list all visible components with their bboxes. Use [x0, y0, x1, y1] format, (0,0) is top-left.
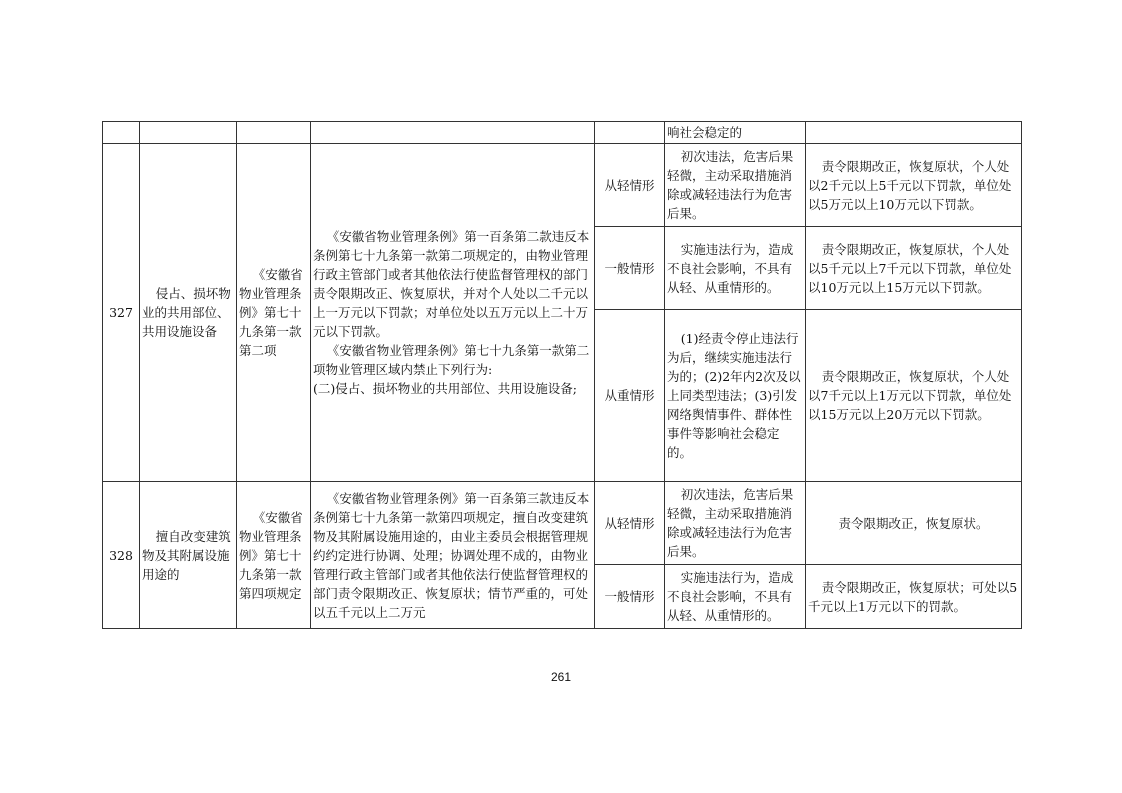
legal-basis: 《安徽省物业管理条例》第七十九条第一款第四项规定 — [237, 482, 311, 629]
cell-empty — [806, 122, 1022, 144]
penalty-standard: 责令限期改正，恢复原状，个人处以2千元以上5千元以下罚款，单位处以5万元以上10万元以下罚款。 — [806, 144, 1022, 227]
violation-behavior: 侵占、损坏物业的共用部位、共用设施设备 — [140, 144, 237, 482]
discretion-degree: 一般情形 — [595, 227, 665, 310]
penalty-standard: 责令限期改正，恢复原状；可处以5千元以上1万元以下的罚款。 — [806, 565, 1022, 629]
discretion-degree: 从重情形 — [595, 310, 665, 482]
provision-paragraph: (二)侵占、损坏物业的共用部位、共用设施设备; — [313, 381, 577, 396]
discretion-manifestation: 初次违法，危害后果轻微，主动采取措施消除或减轻违法行为危害后果。 — [665, 144, 806, 227]
cell-empty — [237, 122, 311, 144]
discretion-degree: 从轻情形 — [595, 144, 665, 227]
continued-manifestation: 响社会稳定的 — [665, 122, 806, 144]
penalty-standard: 责令限期改正，恢复原状。 — [806, 482, 1022, 565]
page-number: 261 — [550, 670, 572, 684]
continued-row — [103, 122, 1022, 144]
provision-paragraph: 《安徽省物业管理条例》第七十九条第一款第二项物业管理区域内禁止下列行为: — [313, 343, 590, 377]
cell-empty — [140, 122, 237, 144]
discretion-manifestation: 实施违法行为，造成不良社会影响，不具有从轻、从重情形的。 — [665, 227, 806, 310]
cell-empty — [595, 122, 665, 144]
penalty-table — [102, 121, 1022, 629]
penalty-provisions — [311, 144, 595, 482]
penalty-standard: 责令限期改正，恢复原状，个人处以7千元以上1万元以下罚款，单位处以15万元以上20万元以下罚款。 — [806, 310, 1022, 482]
cell-empty — [311, 122, 595, 144]
item-number: 327 — [103, 144, 140, 482]
violation-behavior: 擅自改变建筑物及其附属设施用途的 — [140, 482, 237, 629]
cell-empty — [103, 122, 140, 144]
item-number: 328 — [103, 482, 140, 629]
penalty-standard: 责令限期改正，恢复原状，个人处以5千元以上7千元以下罚款，单位处以10万元以上15万元以下罚款。 — [806, 227, 1022, 310]
table-row — [103, 144, 1022, 227]
discretion-manifestation: 实施违法行为，造成不良社会影响，不具有从轻、从重情形的。 — [665, 565, 806, 629]
provision-paragraph: 《安徽省物业管理条例》第一百条第二款违反本条例第七十九条第一款第二项规定的，由物业管理行政主管部门或者其他依法行使监督管理权的部门责令限期改正、恢复原状，并对个人处以二千元以上一万元以下罚款；对单位处以五万元以上二十万元以下罚款。 — [313, 229, 590, 339]
legal-basis: 《安徽省物业管理条例》第七十九条第一款第二项 — [237, 144, 311, 482]
table-row — [103, 482, 1022, 565]
discretion-degree: 一般情形 — [595, 565, 665, 629]
discretion-manifestation: 初次违法，危害后果轻微，主动采取措施消除或减轻违法行为危害后果。 — [665, 482, 806, 565]
penalty-provisions: 《安徽省物业管理条例》第一百条第三款违反本条例第七十九条第一款第四项规定，擅自改变建筑物及其附属设施用途的，由业主委员会根据管理规约约定进行协调、处理；协调处理不成的，由物业管理行政主管部门或者其他依法行使监督管理权的部门责令限期改正、恢复原状；情节严重的，可处以五千元以上二万元 — [311, 482, 595, 629]
discretion-degree: 从轻情形 — [595, 482, 665, 565]
discretion-manifestation: (1)经责令停止违法行为后，继续实施违法行为的；(2)2年内2次及以上同类型违法；(3)引发网络舆情事件、群体性事件等影响社会稳定的。 — [665, 310, 806, 482]
